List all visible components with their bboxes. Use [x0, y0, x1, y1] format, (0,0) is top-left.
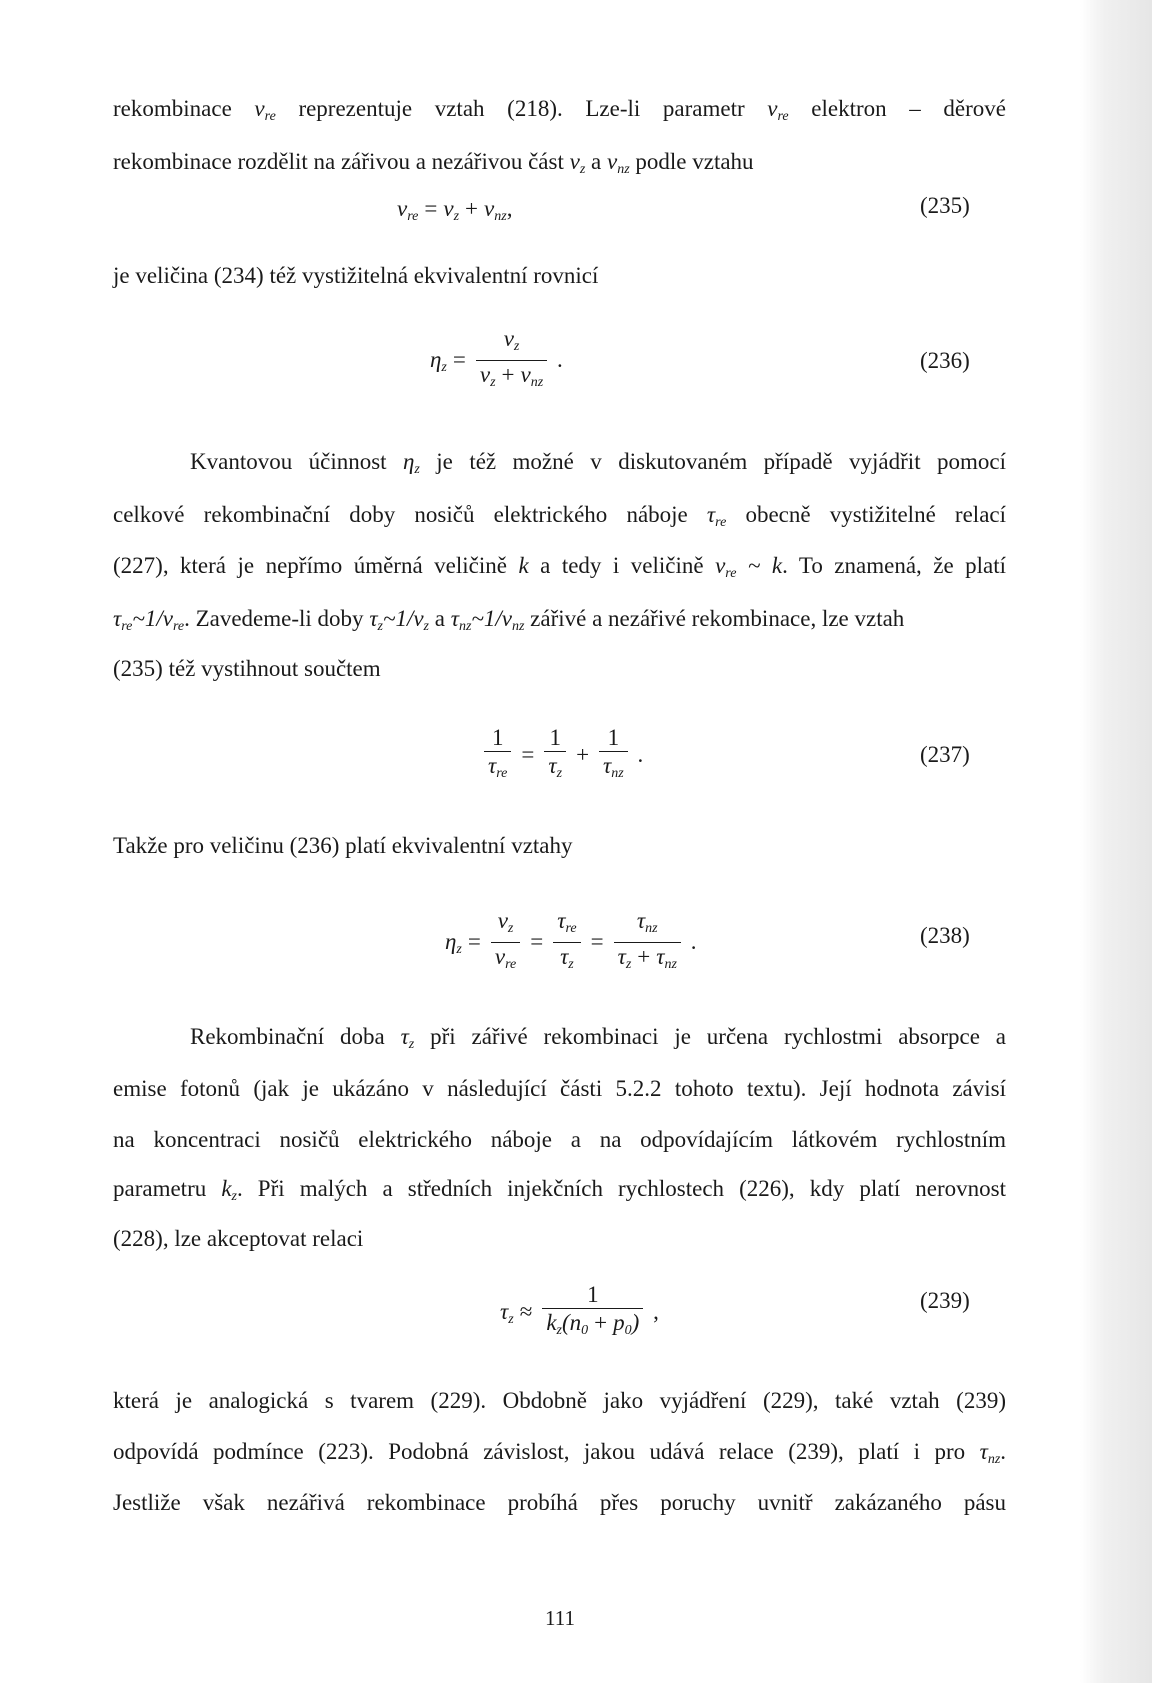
- symbol-k-z: $k_z$: [221, 1176, 237, 1204]
- equation-236: $\eta_z$ = $\frac{v_z}{v_z + v_{nz}}$ .: [430, 326, 563, 397]
- text-span: Rekombinační doba: [190, 1024, 385, 1049]
- symbol-tau-nz: $\tau_{nz}$: [979, 1439, 1001, 1467]
- text-span: zářivé a nezářivé rekombinace, lze vztah: [530, 606, 905, 631]
- equation-235: $v_{re} = v_z + v_{nz}$,: [397, 196, 513, 224]
- equation-number: (237): [920, 742, 970, 767]
- text-span: . To znamená, že platí: [782, 553, 1007, 578]
- equation-239: $\tau_z$ ≈ $\frac{1}{k_z(n_0 + p_0)}$ ,: [500, 1282, 659, 1345]
- text-span: je též možné v diskutovaném případě vyjádřit pomocí: [436, 449, 1006, 474]
- text-line: (228), lze akceptovat relaci: [113, 1226, 364, 1251]
- text-line: [113, 1175, 1006, 1211]
- text-line: která je analogická s tvarem (229). Obdobně jako vyjádření (229), také vztah (239): [113, 1388, 1006, 1413]
- text-span: .: [1000, 1439, 1007, 1464]
- text-line: [113, 1438, 1006, 1474]
- symbol-tau-z: $\tau_z$: [400, 1024, 415, 1052]
- text-span: Kvantovou účinnost: [190, 449, 387, 474]
- text-span: obecně vystižitelné relací: [745, 502, 1006, 527]
- text-line: [190, 448, 1006, 484]
- text-span: (227), která je nepřímo úměrná veličině: [113, 553, 507, 578]
- text-span: . Zavedeme-li doby: [184, 606, 364, 631]
- text-line: je veličina (234) též vystižitelná ekvivalentní rovnicí: [113, 263, 599, 288]
- symbol-tau-re-relation: $\tau_{re}\sim 1/v_{re}$: [113, 606, 185, 634]
- symbol-v-nz: $v_{nz}$: [606, 149, 630, 177]
- symbol-eta-z: $\eta_z$: [403, 449, 420, 477]
- text-span: a: [434, 606, 445, 631]
- symbol-tau-z-relation: $\tau_z\sim 1/v_z$: [369, 606, 429, 634]
- text-span: celkové rekombinační doby nosičů elektrického náboje: [113, 502, 688, 527]
- symbol-v-re-prop-k: $v_{re}$ ~ k: [715, 553, 783, 581]
- text-span: podle vztahu: [635, 149, 754, 174]
- text-line: [113, 148, 1006, 184]
- text-line: [113, 552, 1006, 588]
- text-span: elektron – děrové: [811, 96, 1007, 121]
- text-line: na koncentraci nosičů elektrického náboje a na odpovídajícím látkovém rychlostním: [113, 1127, 1006, 1152]
- text-span: . Při malých a středních injekčních rychlostech (226), kdy platí nerovnost: [236, 1176, 1006, 1201]
- symbol-v-re: $v_{re}$: [767, 96, 789, 124]
- equation-number: (239): [920, 1288, 970, 1313]
- equation-number: (238): [920, 923, 970, 948]
- symbol-tau-re: $\tau_{re}$: [706, 502, 727, 530]
- text-span: reprezentuje vztah (218). Lze-li parametr: [298, 96, 745, 121]
- text-line: Jestliže však nezářivá rekombinace probíhá přes poruchy uvnitř zakázaného pásu: [113, 1490, 1006, 1515]
- text-span: rekombinace: [113, 96, 232, 121]
- symbol-tau-nz-relation: $\tau_{nz}\sim 1/v_{nz}$: [450, 606, 525, 634]
- text-span: a: [591, 149, 602, 174]
- text-span: při zářivé rekombinaci je určena rychlostmi absorpce a: [430, 1024, 1006, 1049]
- equation-238: $\eta_z$ = $\frac{v_z}{v_{re}}$ = $\frac{\tau_{re}}{\tau_z}$ = $\frac{\tau_{nz}}{\tau_z + \tau_{nz}}$ .: [445, 908, 696, 979]
- symbol-v-re: $v_{re}$: [254, 96, 276, 124]
- text-line: (235) též vystihnout součtem: [113, 656, 381, 681]
- text-line: [113, 501, 1006, 537]
- symbol-v-z: $v_z$: [569, 149, 586, 177]
- equation-number: (235): [920, 193, 970, 218]
- text-line: Takže pro veličinu (236) platí ekvivalentní vztahy: [113, 833, 573, 858]
- text-span: odpovídá podmínce (223). Podobná závislost, jakou udává relace (239), platí i pro: [113, 1439, 966, 1464]
- text-span: rekombinace rozdělit na zářivou a nezářivou část: [113, 149, 564, 174]
- text-line: [113, 95, 1006, 131]
- text-span: a tedy i veličině: [540, 553, 704, 578]
- text-line: [190, 1023, 1006, 1059]
- symbol-k: k: [518, 553, 529, 578]
- page-number: 111: [545, 1606, 575, 1630]
- equation-237: $\frac{1}{\tau_{re}}$ = $\frac{1}{\tau_z}$ + $\frac{1}{\tau_{nz}}$ .: [480, 725, 643, 788]
- text-line: [113, 605, 1006, 641]
- text-line: emise fotonů (jak je ukázáno v následující části 5.2.2 tohoto textu). Její hodnota závisí: [113, 1076, 1006, 1101]
- equation-number: (236): [920, 348, 970, 373]
- text-span: parametru: [113, 1176, 207, 1201]
- scan-edge-shadow: [1080, 0, 1152, 1683]
